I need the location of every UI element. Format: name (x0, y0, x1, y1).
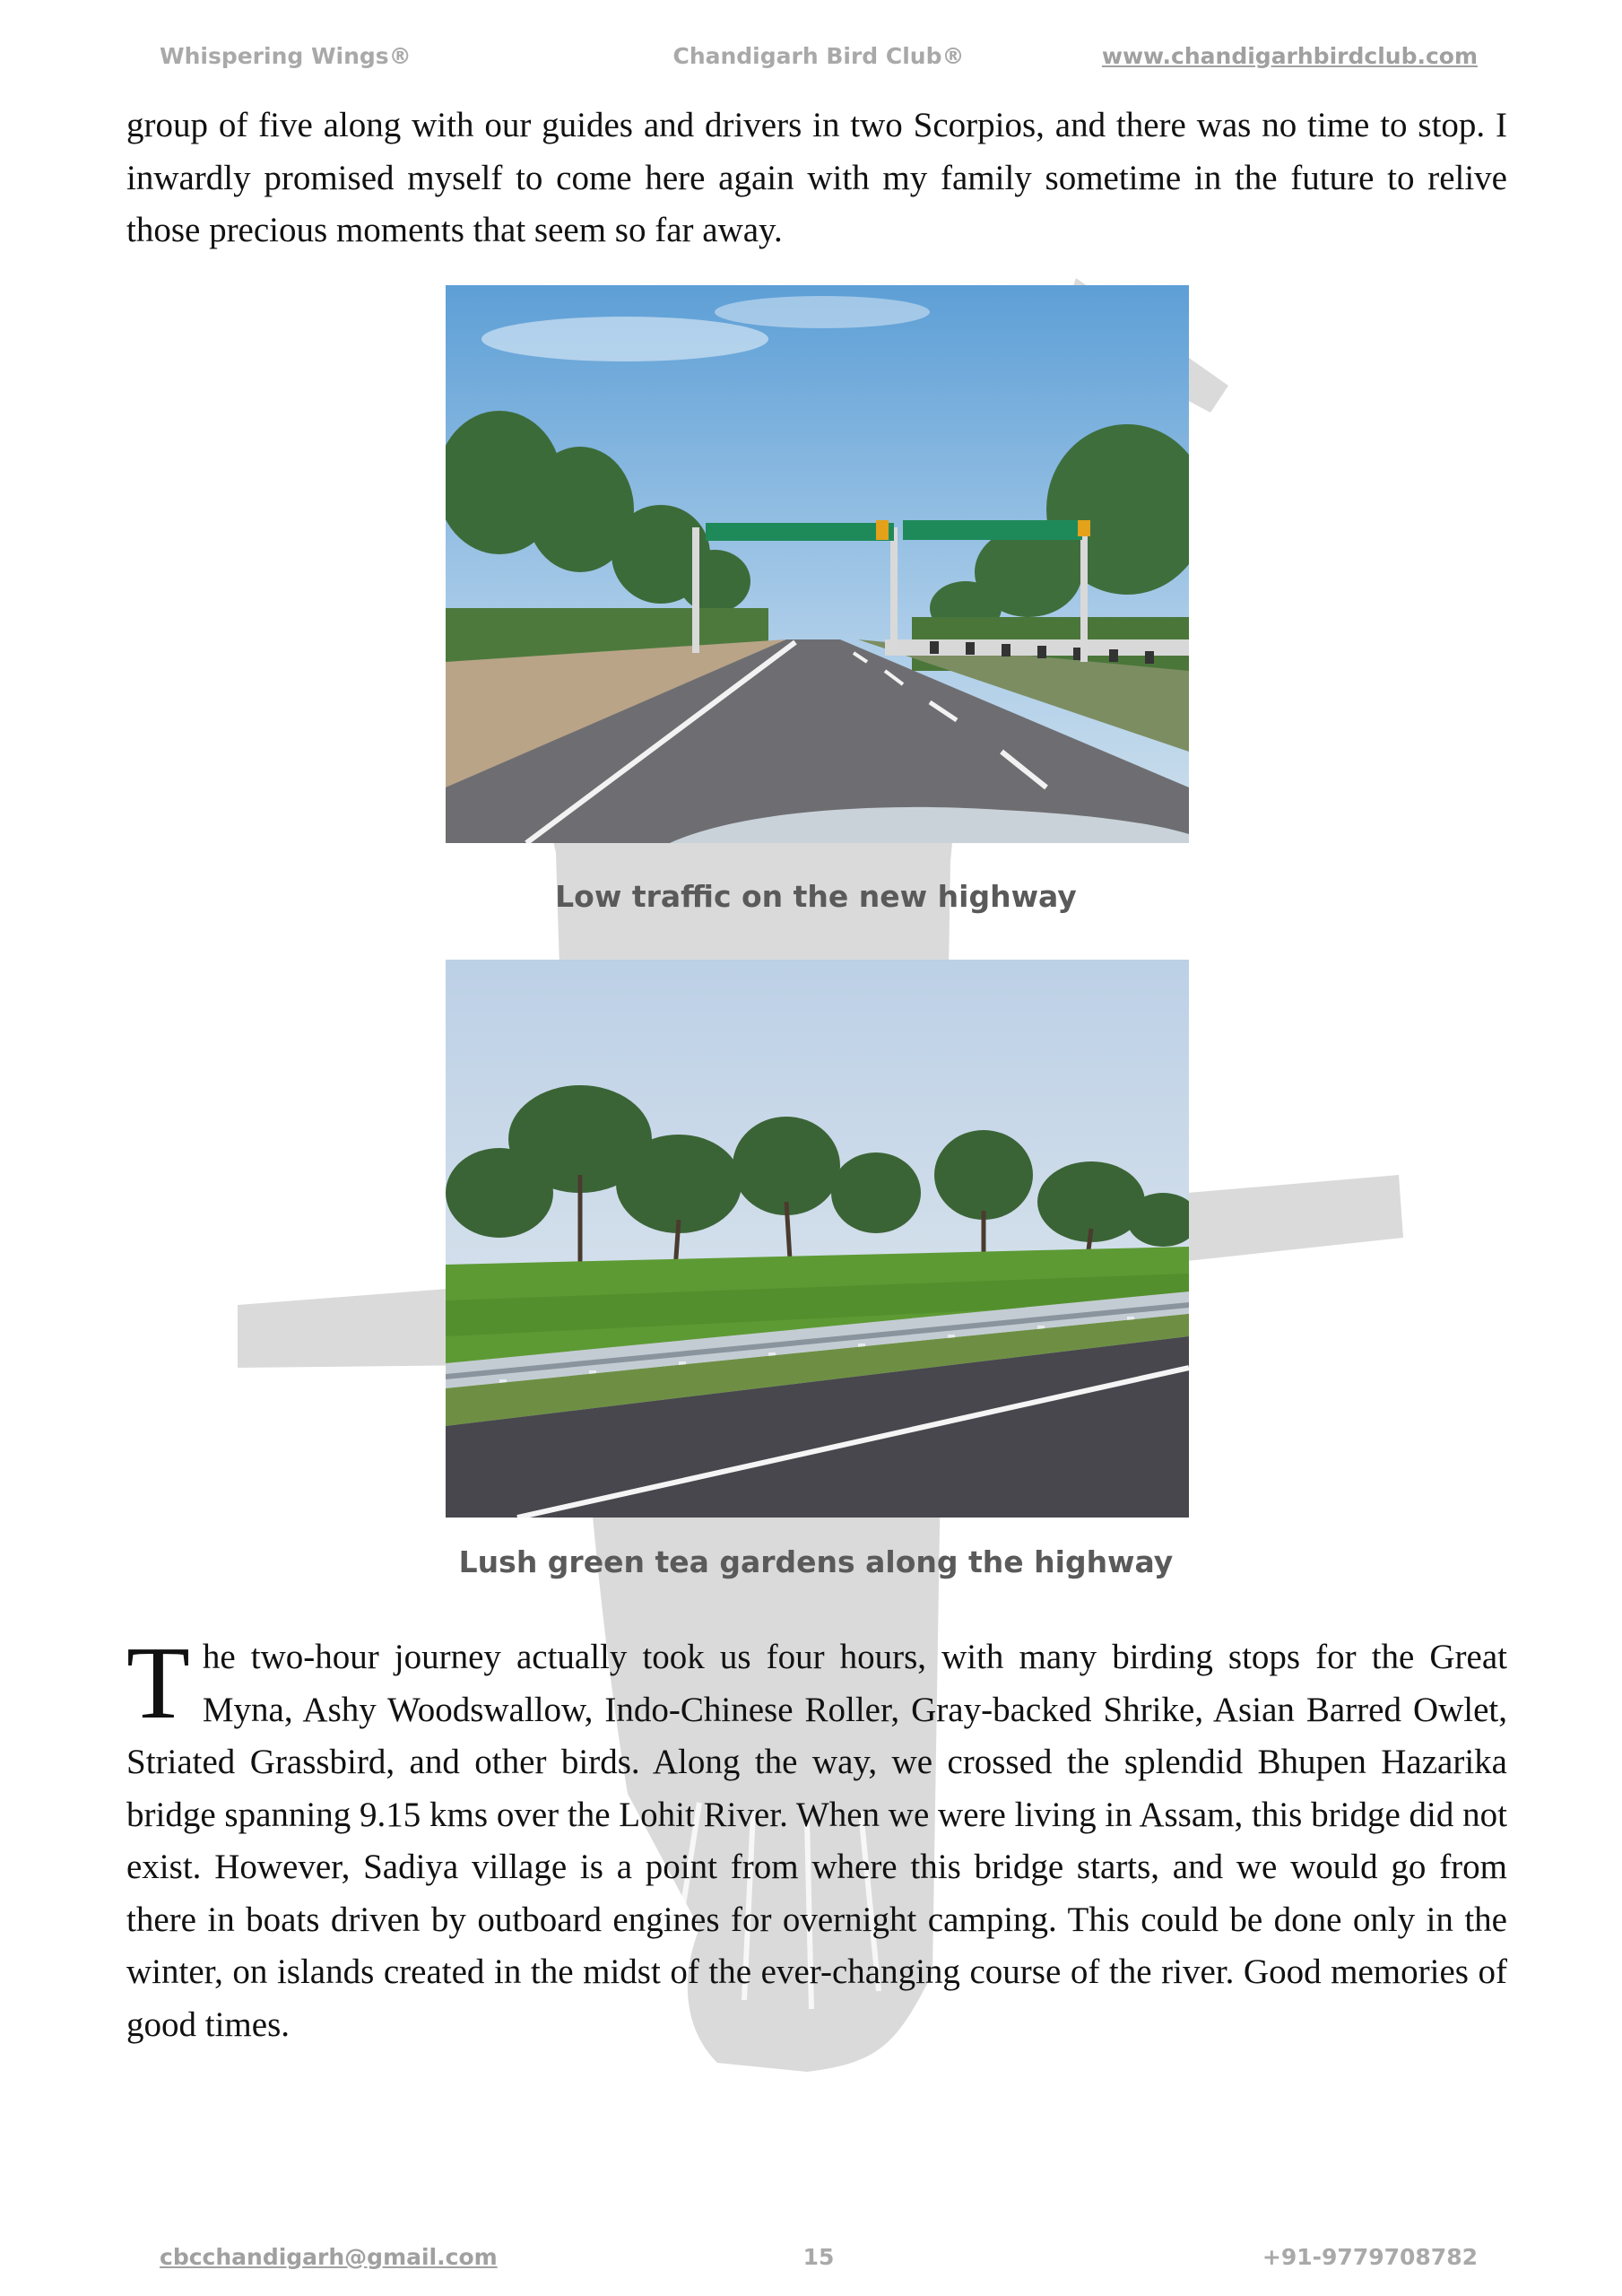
page-number: 15 (802, 2243, 835, 2270)
page-footer (160, 2237, 1478, 2276)
publication-name: Whispering Wings® (160, 42, 412, 69)
figure-caption: Lush green tea gardens along the highway (458, 1544, 1174, 1579)
drop-cap: T (126, 1626, 190, 1741)
paragraph-1: group of five along with our guides and drivers in two Scorpios, and there was no time to stop. I inwardly promised myself to come here again with my family sometime in the future to relive those precious moments that seem so far away. (126, 106, 1507, 249)
paragraph-2 (126, 1626, 1507, 2051)
club-name: Chandigarh Bird Club® (672, 42, 965, 69)
email-link[interactable]: cbcchandigarh@gmail.com (160, 2243, 498, 2270)
phone-number: +91-9779708782 (1262, 2243, 1478, 2270)
figure-caption: Low traffic on the new highway (555, 879, 1077, 914)
page-header (160, 36, 1478, 75)
website-link[interactable]: www.chandigarhbirdclub.com (1101, 42, 1478, 69)
paragraph-2-text: he two-hour journey actually took us four hours, with many birding stops for the Great Myna, Ashy Woodswallow, Indo-Chinese Roller, Gray-backed Shrike, Asian Barred Owlet, Striated Grassbird, and other birds. Along the way, we crossed the splendid Bhupen Hazarika bridge spanning 9.15 kms over the Lohit River. When we were living in Assam, this bridge did not exist. However, Sadiya village is a point from where this bridge starts, and we would go from there in boats driven by outboard engines for overnight camping. This could be done only in the winter, on islands created in the midst of the ever-changing course of the river. Good memories of good times. (126, 1638, 1507, 2044)
tea-gardens-photo (446, 960, 1189, 1518)
highway-photo (446, 285, 1189, 843)
